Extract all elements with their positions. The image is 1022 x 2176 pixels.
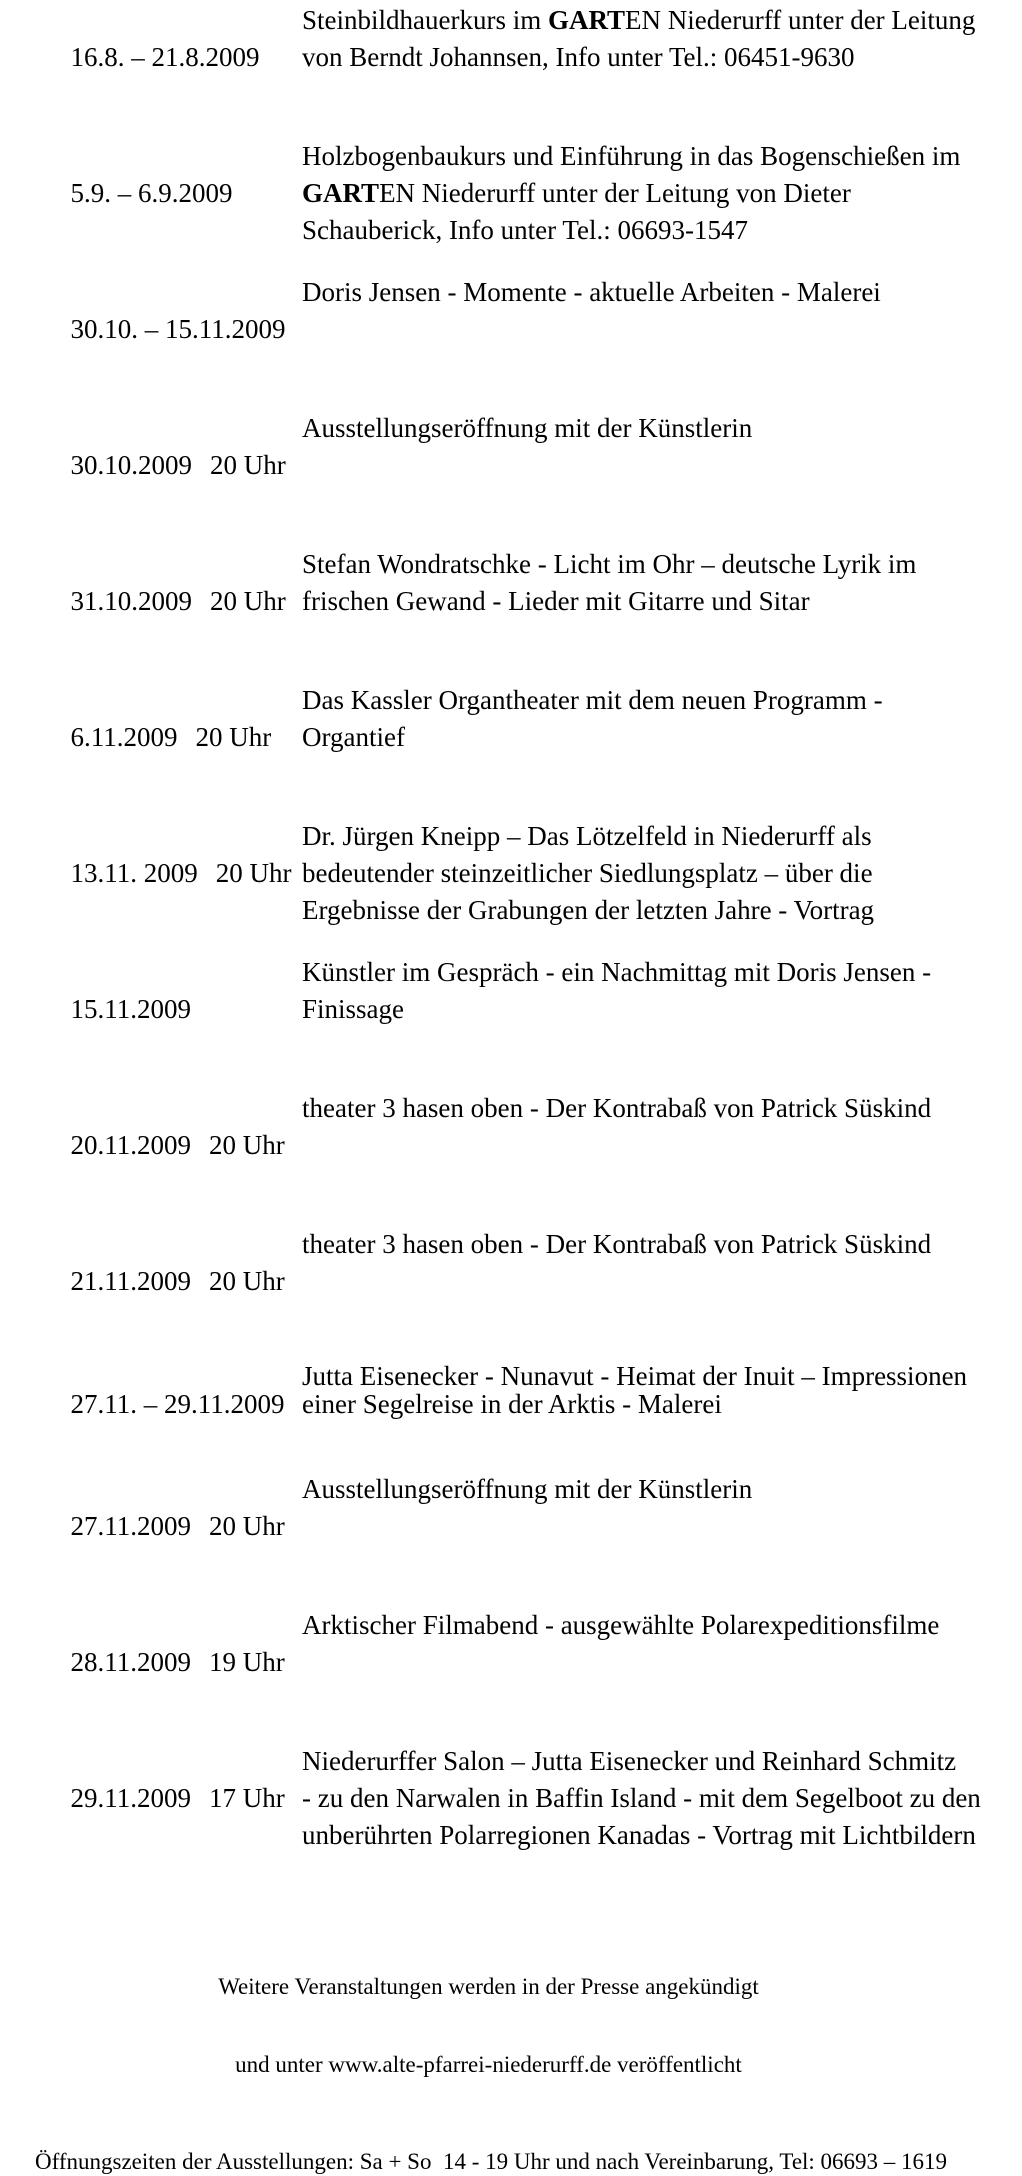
event-description xyxy=(302,546,916,657)
event-description-line: Arktischer Filmabend - ausgewählte Polarexpeditionsfilme xyxy=(302,1610,940,1640)
event-description-line: von Berndt Johannsen, Info unter Tel.: 06451-9630 xyxy=(302,42,855,72)
event-row xyxy=(30,1226,1022,1337)
event-description xyxy=(302,1226,931,1337)
event-time: 17 Uhr xyxy=(209,1783,285,1813)
event-date: 21.11.2009 xyxy=(70,1266,191,1296)
event-description xyxy=(302,954,931,1065)
event-when xyxy=(30,1090,302,1201)
event-description-line: Niederurffer Salon – Jutta Eisenecker und Reinhard Schmitz xyxy=(302,1746,957,1776)
event-description-line: unberührten Polarregionen Kanadas - Vortrag mit Lichtbildern xyxy=(302,1820,976,1850)
event-row xyxy=(30,410,1022,521)
event-row xyxy=(30,1471,1022,1582)
event-when xyxy=(30,1226,302,1337)
event-date: 16.8. – 21.8.2009 xyxy=(70,42,260,72)
event-description-line: Künstler im Gespräch - ein Nachmittag mit Doris Jensen - xyxy=(302,957,932,987)
event-description-line: theater 3 hasen oben - Der Kontrabaß von Patrick Süskind xyxy=(302,1229,932,1259)
event-description-line: Finissage xyxy=(302,994,405,1024)
event-time: 19 Uhr xyxy=(209,1647,285,1677)
event-time: 20 Uhr xyxy=(195,722,272,752)
event-description xyxy=(302,1471,752,1582)
event-row xyxy=(30,274,1022,385)
event-description-line: Ausstellungseröffnung mit der Künstlerin xyxy=(302,413,753,443)
event-row xyxy=(30,2,1022,113)
event-row xyxy=(30,1743,1022,1854)
event-time: 20 Uhr xyxy=(215,858,292,888)
event-description xyxy=(302,1607,939,1718)
event-when xyxy=(30,1743,302,1854)
event-date: 6.11.2009 xyxy=(70,722,178,752)
event-description-line: theater 3 hasen oben - Der Kontrabaß von Patrick Süskind xyxy=(302,1093,932,1123)
event-description-line: - zu den Narwalen in Baffin Island - mit dem Segelboot zu den xyxy=(302,1783,981,1813)
event-when xyxy=(30,1362,302,1446)
event-row xyxy=(30,546,1022,657)
event-date: 15.11.2009 xyxy=(70,994,191,1024)
event-when xyxy=(30,2,302,113)
footer-notice-line2: und unter www.alte-pfarrei-niederurff.de veröffentlicht xyxy=(235,2052,742,2077)
event-description-line: Holzbogenbaukurs und Einführung in das Bogenschießen im xyxy=(302,141,961,171)
event-time: 20 Uhr xyxy=(209,1511,285,1541)
event-description-line: GARTEN Niederurff unter der Leitung von Dieter xyxy=(302,178,851,208)
event-when xyxy=(30,410,302,521)
event-when xyxy=(30,818,302,929)
event-time: 20 Uhr xyxy=(209,1130,285,1160)
event-description-line: Dr. Jürgen Kneipp – Das Lötzelfeld in Niederurff als xyxy=(302,821,872,851)
event-date: 29.11.2009 xyxy=(70,1783,191,1813)
event-when xyxy=(30,274,302,385)
event-date: 5.9. – 6.9.2009 xyxy=(70,178,233,208)
footer-notice-line1: Weitere Veranstaltungen werden in der Presse angekündigt xyxy=(218,1974,759,1999)
event-when xyxy=(30,954,302,1065)
event-description xyxy=(302,274,881,385)
event-row xyxy=(30,682,1022,793)
event-date: 27.11. – 29.11.2009 xyxy=(70,1389,285,1419)
event-description xyxy=(302,1362,967,1446)
event-description-line: Das Kassler Organtheater mit dem neuen Programm - xyxy=(302,685,883,715)
event-description-line: Jutta Eisenecker - Nunavut - Heimat der Inuit – Impressionen xyxy=(302,1361,968,1391)
event-description-line: Ergebnisse der Grabungen der letzten Jahre - Vortrag xyxy=(302,895,875,925)
opening-hours: Öffnungszeiten der Ausstellungen: Sa + So 14 - 19 Uhr und nach Vereinbarung, Tel: 06693 – 1619 xyxy=(35,2149,948,2174)
event-time: 20 Uhr xyxy=(209,1266,285,1296)
event-date: 13.11. 2009 xyxy=(70,858,198,888)
event-row xyxy=(30,1090,1022,1201)
event-description xyxy=(302,818,874,929)
event-description-line: Ausstellungseröffnung mit der Künstlerin xyxy=(302,1474,753,1504)
footer-notice xyxy=(0,1922,1022,2130)
event-when xyxy=(30,682,302,793)
event-when xyxy=(30,138,302,249)
event-description-line: Schauberick, Info unter Tel.: 06693-1547 xyxy=(302,215,749,245)
event-row xyxy=(30,954,1022,1065)
event-date: 30.10.2009 xyxy=(70,450,192,480)
event-date: 31.10.2009 xyxy=(70,586,192,616)
event-date: 27.11.2009 xyxy=(70,1511,191,1541)
event-row xyxy=(30,1362,1022,1446)
event-time: 20 Uhr xyxy=(210,450,286,480)
event-row xyxy=(30,1607,1022,1718)
event-description-line: frischen Gewand - Lieder mit Gitarre und Sitar xyxy=(302,586,810,616)
event-description xyxy=(302,1090,931,1201)
event-description-line: Steinbildhauerkurs im GARTEN Niederurff unter der Leitung xyxy=(302,5,976,35)
event-date: 28.11.2009 xyxy=(70,1647,191,1677)
events-list xyxy=(0,2,1022,1854)
event-description-line: Organtief xyxy=(302,722,405,752)
event-when xyxy=(30,1471,302,1582)
event-time: 20 Uhr xyxy=(210,586,286,616)
event-description xyxy=(302,2,975,113)
event-description-line: Doris Jensen - Momente - aktuelle Arbeiten - Malerei xyxy=(302,277,881,307)
event-when xyxy=(30,546,302,657)
event-row xyxy=(30,138,1022,249)
event-date: 20.11.2009 xyxy=(70,1130,191,1160)
event-description-line: einer Segelreise in der Arktis - Malerei xyxy=(302,1389,722,1419)
event-description xyxy=(302,138,960,249)
event-description xyxy=(302,682,883,793)
event-description-line: Stefan Wondratschke - Licht im Ohr – deutsche Lyrik im xyxy=(302,549,917,579)
event-description xyxy=(302,1743,981,1854)
event-when xyxy=(30,1607,302,1718)
event-description-line: bedeutender steinzeitlicher Siedlungsplatz – über die xyxy=(302,858,873,888)
event-date: 30.10. – 15.11.2009 xyxy=(70,314,286,344)
event-description xyxy=(302,410,752,521)
event-row xyxy=(30,818,1022,929)
